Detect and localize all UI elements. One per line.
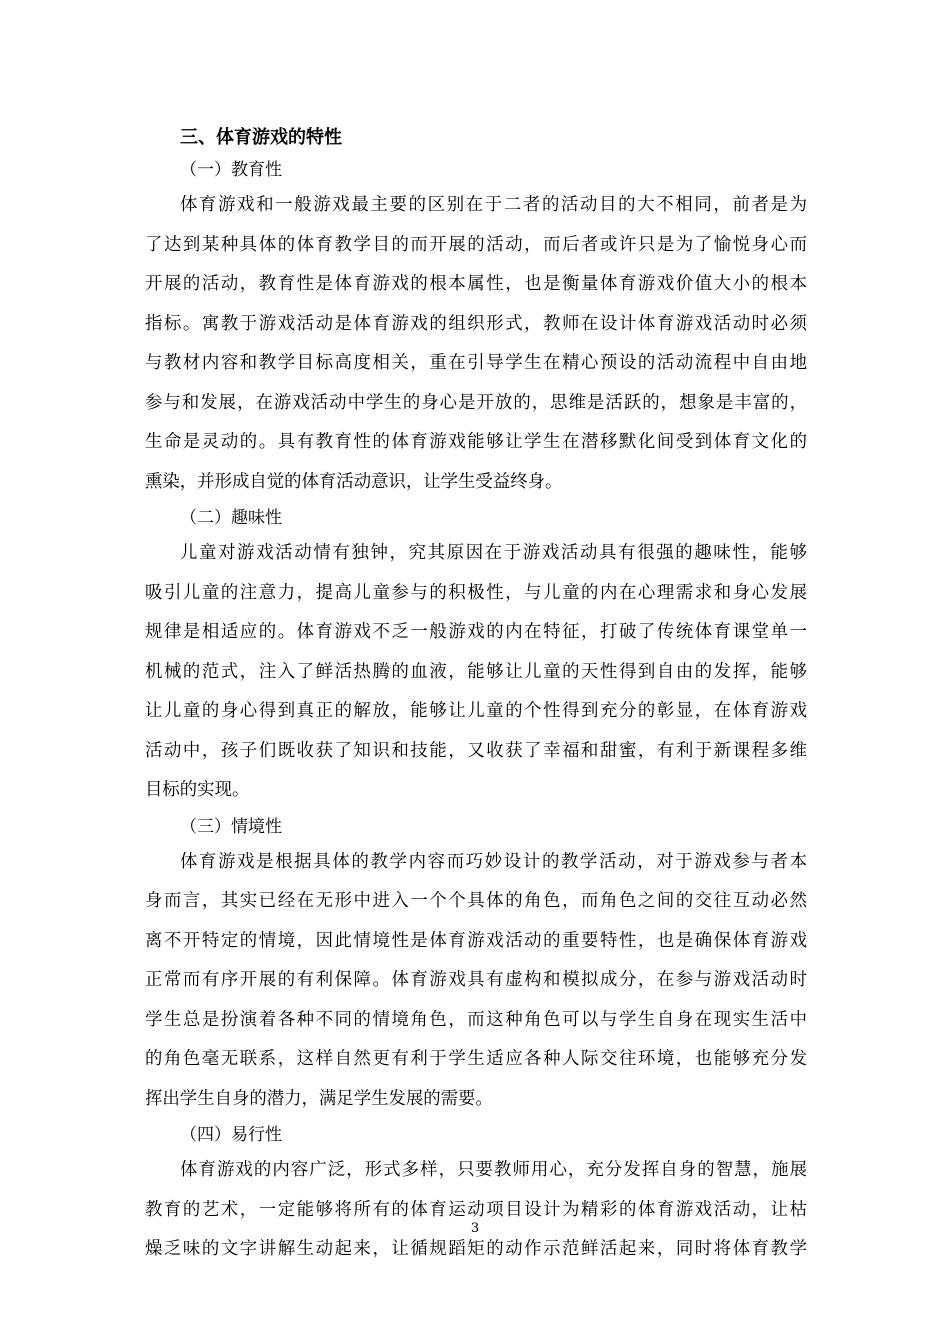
subsection-title: （一）教育性 (180, 160, 282, 180)
paragraph (145, 186, 807, 502)
paragraph-line: 规律是相适应的。体育游戏不乏一般游戏的内在特征，打破了传统体育课堂单一 (145, 622, 807, 642)
paragraph-line: 活动中，孩子们既收获了知识和技能，又收获了幸福和甜蜜，有利于新课程多维 (145, 740, 807, 761)
paragraph-line: 参与和发展，在游戏活动中学生的身心是开放的，思维是活跃的，想象是丰富的， (145, 392, 807, 413)
paragraph-line: 学生总是扮演着各种不同的情境角色，而这种角色可以与学生自身在现实生活中 (145, 1009, 807, 1030)
paragraph-line: 生命是灵动的。具有教育性的体育游戏能够让学生在潜移默化间受到体育文化的 (145, 432, 807, 452)
paragraph-line: 挥出学生自身的潜力，满足学生发展的需要。 (145, 1088, 493, 1109)
paragraph-line: 体育游戏是根据具体的教学内容而巧妙设计的教学活动，对于游戏参与者本 (180, 851, 807, 872)
paragraph-line: 儿童对游戏活动情有独钟，究其原因在于游戏活动具有很强的趣味性，能够 (180, 543, 807, 563)
section-heading: 三、体育游戏的特性 (180, 127, 342, 148)
paragraph-line: 熏染，并形成自觉的体育活动意识，让学生受益终身。 (145, 471, 563, 492)
subsection-title: （二）趣味性 (180, 508, 282, 528)
paragraph-line: 了达到某种具体的体育教学目的而开展的活动，而后者或许只是为了愉悦身心而 (145, 234, 807, 255)
page-number: 3 (470, 1221, 480, 1236)
subsection-title: （三）情境性 (180, 816, 282, 837)
paragraph-line: 身而言，其实已经在无形中进入一个个具体的角色，而角色之间的交往互动必然 (145, 891, 807, 911)
paragraph-line: 体育游戏的内容广泛，形式多样，只要教师用心，充分发挥自身的智慧，施展 (180, 1160, 807, 1180)
document-body (145, 122, 807, 1270)
paragraph-line: 离不开特定的情境，因此情境性是体育游戏活动的重要特性，也是确保体育游戏 (145, 930, 807, 951)
paragraph-line: 教育的艺术，一定能够将所有的体育运动项目设计为精彩的体育游戏活动，让枯 (145, 1199, 807, 1220)
paragraph (145, 534, 807, 811)
paragraph-line: 目标的实现。 (145, 780, 250, 800)
paragraph-line: 指标。寓教于游戏活动是体育游戏的组织形式，教师在设计体育游戏活动时必须 (145, 313, 807, 334)
paragraph-line: 机械的范式，注入了鲜活热腾的血液，能够让儿童的天性得到自由的发挥，能够 (145, 661, 807, 682)
paragraph-line: 与教材内容和教学目标高度相关，重在引导学生在精心预设的活动流程中自由地 (145, 353, 807, 373)
paragraph (145, 1151, 807, 1270)
paragraph-line: 的角色毫无联系，这样自然更有利于学生适应各种人际交往环境，也能够充分发 (145, 1049, 807, 1069)
paragraph-line: 吸引儿童的注意力，提高儿童参与的积极性，与儿童的内在心理需求和身心发展 (145, 582, 807, 603)
paragraph (145, 843, 807, 1120)
paragraph-line: 开展的活动，教育性是体育游戏的根本属性，也是衡量体育游戏价值大小的根本 (145, 274, 807, 294)
subsection-title: （四）易行性 (180, 1125, 282, 1145)
paragraph-line: 让儿童的身心得到真正的解放，能够让儿童的个性得到充分的彰显，在体育游戏 (145, 701, 807, 721)
paragraph-line: 燥乏味的文字讲解生动起来，让循规蹈矩的动作示范鲜活起来，同时将体育教学 (145, 1239, 807, 1259)
paragraph-line: 正常而有序开展的有利保障。体育游戏具有虚构和模拟成分，在参与游戏活动时 (145, 970, 807, 990)
paragraph-line: 体育游戏和一般游戏最主要的区别在于二者的活动目的大不相同，前者是为 (180, 195, 807, 215)
